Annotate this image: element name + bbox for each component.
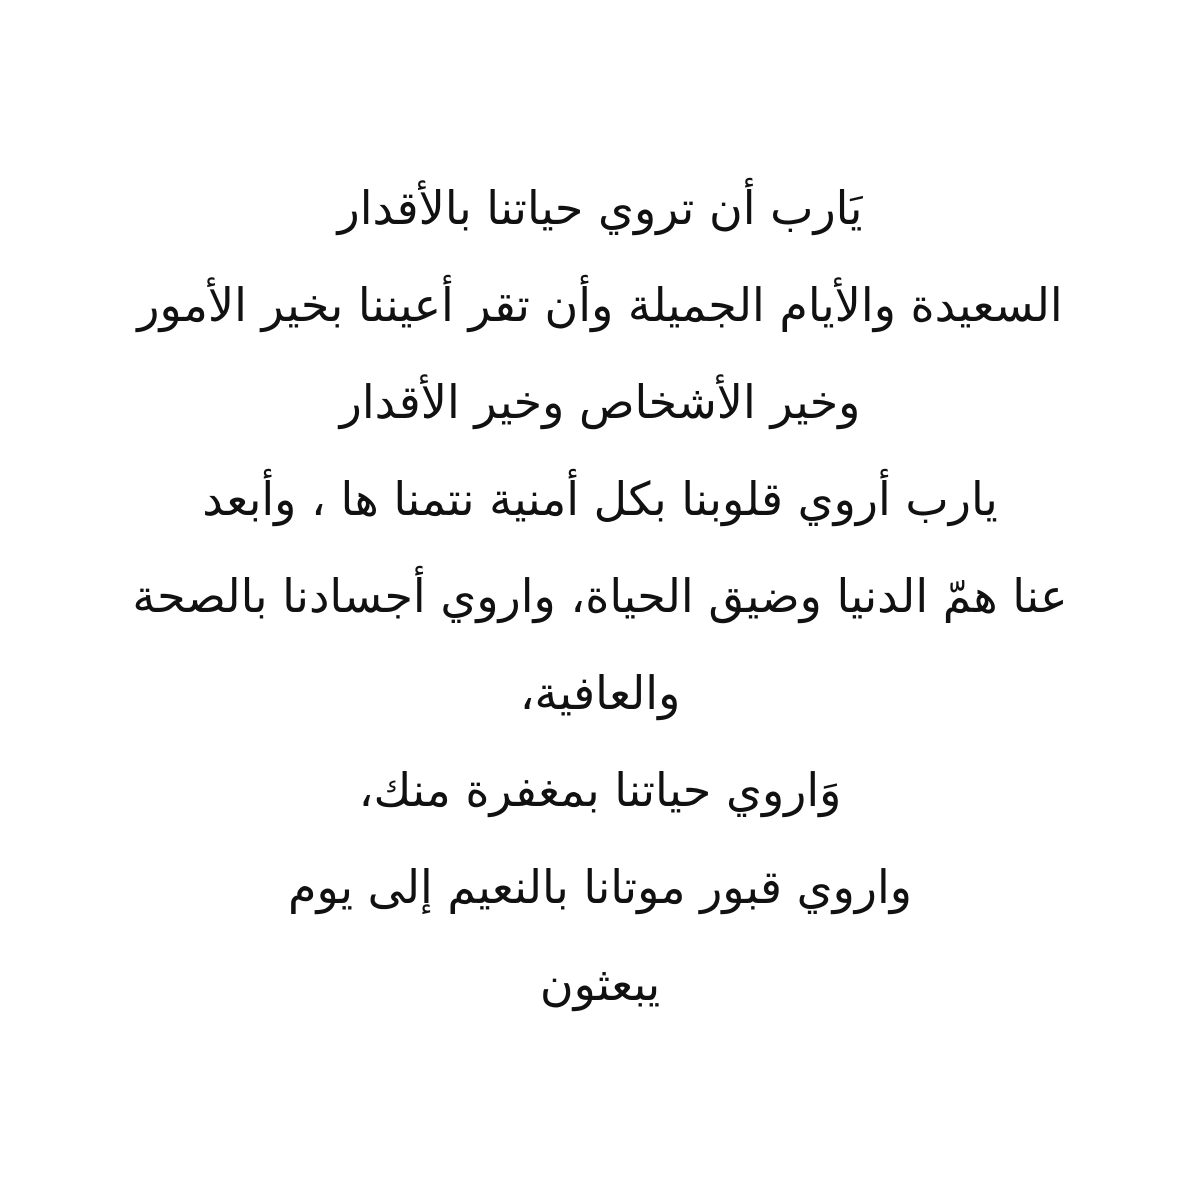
- text-line-4: يارب أروي قلوبنا بكل أمنية نتمنا ها ، وأبعد: [202, 472, 998, 526]
- text-line-9: يبعثون: [539, 957, 661, 1011]
- text-line-3: وخير الأشخاص وخير الأقدار: [339, 375, 861, 429]
- text-line-1: يَارب أن تروي حياتنا بالأقدار: [337, 181, 863, 235]
- prayer-text: [60, 160, 1140, 1033]
- text-line-8: واروي قبور موتانا بالنعيم إلى يوم: [287, 860, 912, 914]
- text-line-5: عنا همّ الدنيا وضيق الحياة، واروي أجسادنا بالصحة: [132, 569, 1068, 623]
- text-line-6: والعافية،: [519, 666, 681, 720]
- text-line-7: وَاروي حياتنا بمغفرة منك،: [358, 763, 842, 817]
- text-line-2: السعيدة والأيام الجميلة وأن تقر أعيننا بخير الأمور: [137, 278, 1063, 332]
